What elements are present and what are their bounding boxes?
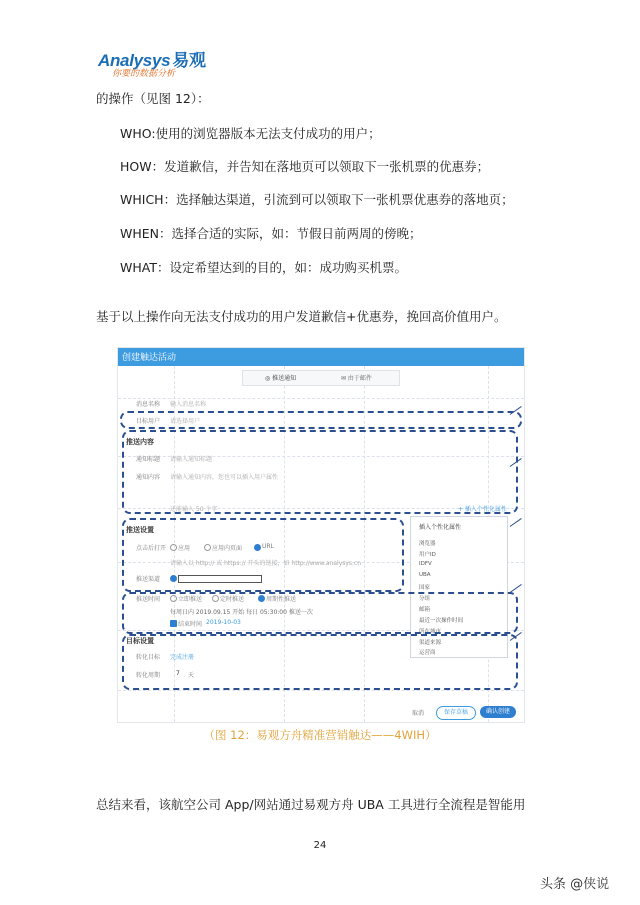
goal-period-unit: 天 xyxy=(188,672,195,679)
send-time-label: 推送时间 xyxy=(136,596,161,603)
dropdown-option[interactable]: 渠道来源 xyxy=(419,640,442,646)
grid-line xyxy=(118,690,524,691)
what-item: WHAT：设定希望达到的目的，如：成功购买机票。 xyxy=(120,260,407,275)
logo-brand-cn: 易观 xyxy=(172,51,206,70)
end-date-input[interactable]: 2019-10-03 xyxy=(206,619,241,626)
when-item: WHEN：选择合适的实际，如：节假日前两周的傍晚； xyxy=(120,226,422,241)
logo-tagline: 你要的数据分析 xyxy=(112,69,176,79)
insert-attr-link[interactable]: + 插入个性化属性 xyxy=(458,506,507,513)
message-name-input[interactable]: 输入消息名称 xyxy=(170,401,207,408)
tab-email[interactable]: ✉ 由于邮件 xyxy=(341,375,372,382)
url-input[interactable]: 请输入以 http:// 或 https:// 开头的链接，如 http://www.analysys.cn xyxy=(170,560,362,567)
goal-target-select[interactable]: 完成注册 xyxy=(170,654,195,661)
opt-app-label: 应用 xyxy=(178,545,191,552)
figure-screenshot xyxy=(117,347,525,723)
push-settings-heading: 推送设置 xyxy=(126,526,154,534)
save-draft-button[interactable]: 保存草稿 xyxy=(436,706,476,720)
annotation-arrow xyxy=(510,518,522,527)
opt-now-label: 立即推送 xyxy=(178,596,203,603)
dropdown-option[interactable]: 浏览器 xyxy=(419,541,436,547)
target-user-label: 目标用户 xyxy=(136,418,161,425)
figure-title: 创建触达活动 xyxy=(122,353,177,363)
opt-repeat-label: 周期性推送 xyxy=(266,596,297,603)
intro-text: 的操作（见图 12）： xyxy=(96,91,210,106)
dropdown-option[interactable]: 邮箱 xyxy=(419,607,431,613)
notify-content-label: 通知内容 xyxy=(136,474,161,481)
page-number: 24 xyxy=(313,840,327,851)
opt-url-label: URL xyxy=(262,543,274,550)
push-content-heading: 推送内容 xyxy=(126,438,154,446)
how-item: HOW：发道歉信，并告知在落地页可以领取下一张机票的优惠券； xyxy=(120,159,490,174)
logo-brand-en: Analysys xyxy=(98,51,171,70)
highlight-when xyxy=(122,592,518,634)
dropdown-option[interactable]: 最近一次操作时间 xyxy=(419,618,464,624)
repeat-desc: 每周日内 2019.09.15 开始 每日 05:30:00 推送一次 xyxy=(170,609,313,616)
opt-app-page-label: 应用内页面 xyxy=(212,545,243,552)
channel-label: 推送渠道 xyxy=(136,576,161,583)
annotation-arrow xyxy=(510,584,522,593)
who-item: WHO:使用的浏览器版本无法支付成功的用户； xyxy=(120,126,381,141)
dropdown-option[interactable]: 用户ID xyxy=(419,552,436,558)
confirm-create-button[interactable]: 确认创建 xyxy=(480,706,516,718)
dropdown-option[interactable]: 国家 xyxy=(419,585,431,591)
open-after-click-label: 点击后打开 xyxy=(136,545,167,552)
notify-title-input[interactable]: 请输入通知标题 xyxy=(170,456,213,463)
summary-text: 基于以上操作向无法支付成功的用户发道歉信+优惠券，挽回高价值用户。 xyxy=(96,309,507,324)
dropdown-option[interactable]: 所在城市 xyxy=(419,629,442,635)
dropdown-option[interactable]: 运营商 xyxy=(419,650,436,656)
highlight-how xyxy=(122,430,518,514)
goal-target-label: 转化目标 xyxy=(136,654,161,661)
channel-tabs xyxy=(242,370,400,386)
target-user-select[interactable]: 请选择用户 xyxy=(170,418,201,425)
dropdown-option[interactable]: 分组 xyxy=(419,596,431,602)
dropdown-option[interactable]: UBA xyxy=(419,572,431,578)
end-time-label: 结束时间 xyxy=(178,621,203,628)
which-item: WHICH：选择触达渠道，引流到可以领取下一张机票优惠券的落地页； xyxy=(120,192,514,207)
highlight-which xyxy=(122,518,404,592)
company-logo xyxy=(98,46,208,80)
notify-title-label: 通知标题 xyxy=(136,456,161,463)
goal-settings-heading: 目标设置 xyxy=(126,637,154,645)
opt-timed-label: 定时推送 xyxy=(220,596,245,603)
highlight-what xyxy=(122,634,518,690)
watermark: 头条 @侠说 xyxy=(540,877,610,892)
notify-content-input[interactable]: 请输入通知内容，您也可以插入用户属性 xyxy=(170,474,279,481)
dropdown-option[interactable]: IDFV xyxy=(419,561,432,567)
cancel-button[interactable]: 取消 xyxy=(412,710,425,717)
figure-caption: （图 12：易观方舟精准营销触达——4WIH） xyxy=(203,728,437,742)
goal-period-input[interactable]: 7 xyxy=(176,670,180,677)
char-count: 还能输入 50 个字 xyxy=(170,506,218,513)
figure-titlebar xyxy=(118,348,524,366)
conclusion-text: 总结来看，该航空公司 App/网站通过易观方舟 UBA 工具进行全流程是智能用 xyxy=(96,797,526,812)
goal-period-label: 转化周期 xyxy=(136,672,161,679)
tab-push[interactable]: ◎ 推送通知 xyxy=(265,375,297,382)
dropdown-header: 插入个性化属性 xyxy=(419,524,462,531)
highlight-who xyxy=(120,411,522,429)
message-name-label: 消息名称 xyxy=(136,401,161,408)
